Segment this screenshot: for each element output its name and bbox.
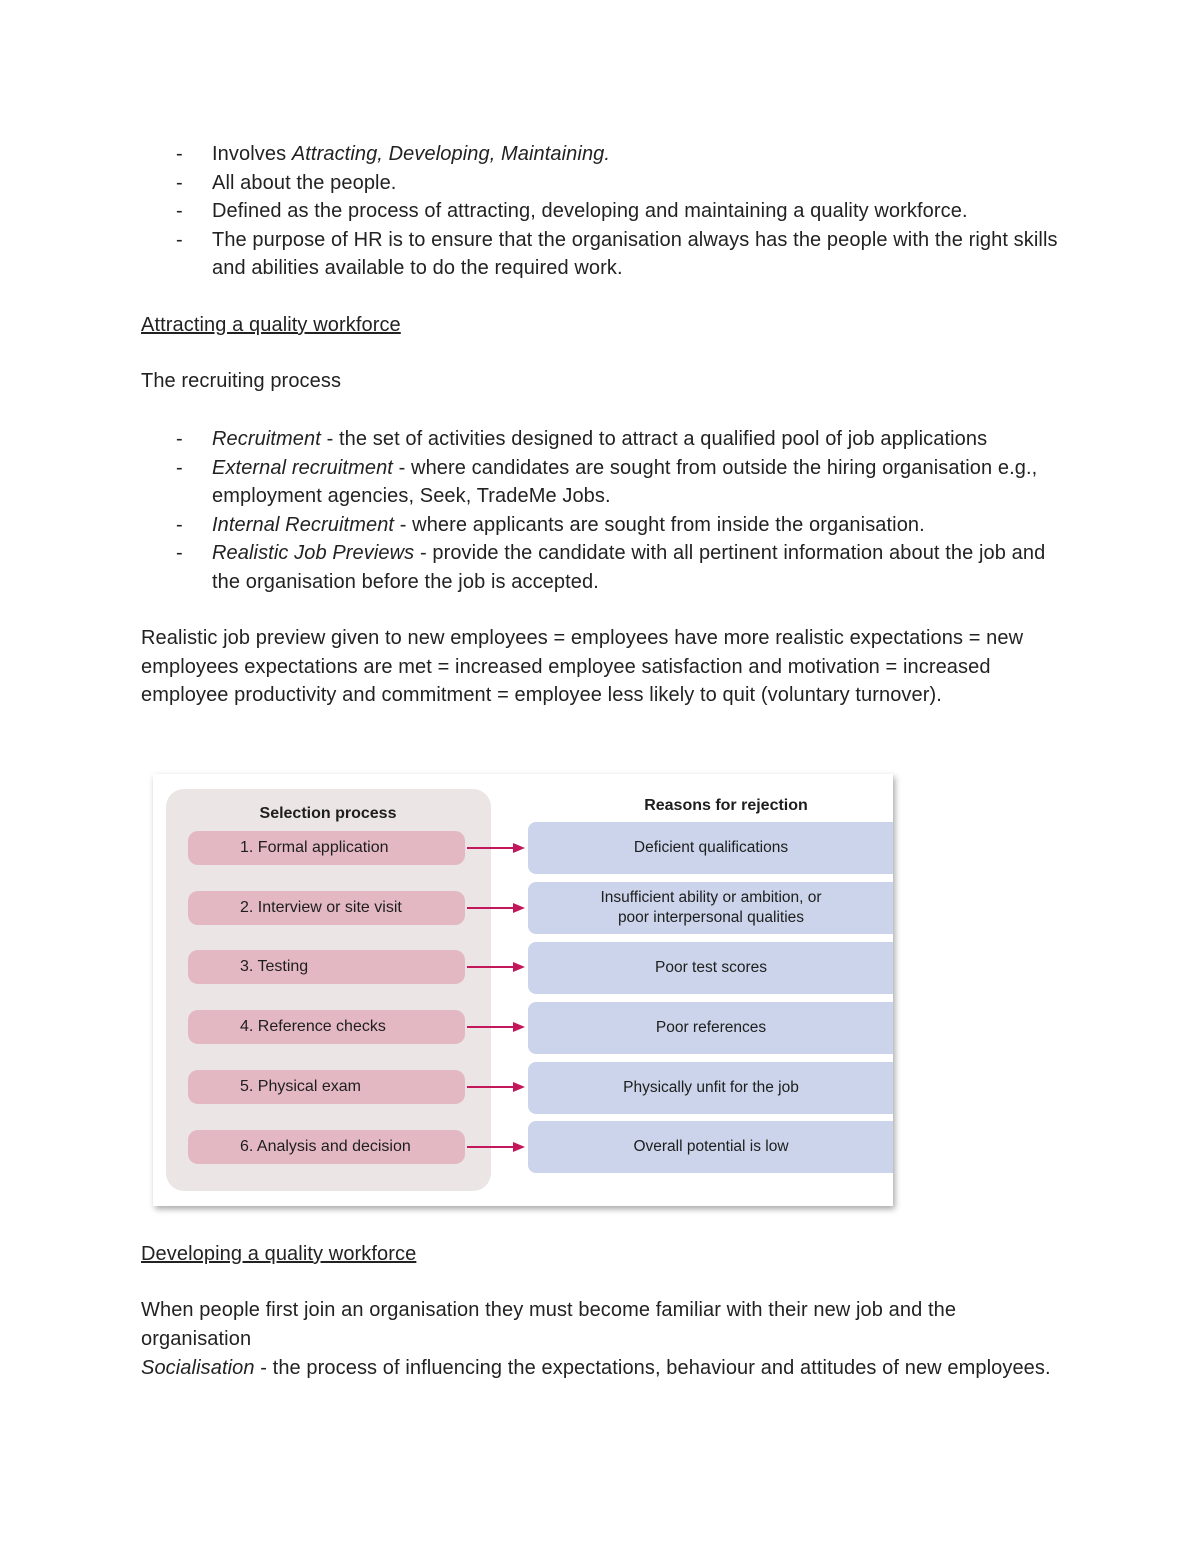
selection-process-diagram <box>153 774 893 1206</box>
reason-deficient-qualifications: Deficient qualifications <box>528 822 893 874</box>
list-item: - External recruitment - where candidates are sought from outside the hiring organisation e.g., employment agencies, Seek, TradeMe Jobs. <box>176 456 1038 507</box>
recruiting-bullet-list <box>141 425 1071 596</box>
developing-paragraph: When people first join an organisation they must become familiar with their new job and the organisation <box>141 1299 957 1350</box>
step-analysis-decision: 6. Analysis and decision <box>188 1130 465 1164</box>
list-item: - Realistic Job Previews - provide the candidate with all pertinent information about the job and the organisation before the job is accepted. <box>176 542 1046 593</box>
realistic-preview-paragraph: Realistic job preview given to new employees = employees have more realistic expectations = new employees expectations are met = increased employee satisfaction and motivation = increased employee productivity and commitment = employee less likely to quit (voluntary turnover). <box>141 627 1024 706</box>
arrow-icon <box>467 1021 525 1033</box>
list-item: - The purpose of HR is to ensure that the organisation always has the people with the right skills and abilities available to do the required work. <box>176 228 1058 279</box>
subheading-recruiting-process: The recruiting process <box>141 370 342 392</box>
reason-low-potential: Overall potential is low <box>528 1121 893 1173</box>
step-formal-application: 1. Formal application <box>188 831 465 865</box>
intro-bullet-list <box>141 140 1071 283</box>
reason-poor-test-scores: Poor test scores <box>528 942 893 994</box>
arrow-icon <box>467 1141 525 1153</box>
arrow-icon <box>467 1081 525 1093</box>
step-interview: 2. Interview or site visit <box>188 891 465 925</box>
arrow-icon <box>467 902 525 914</box>
list-item: - Recruitment - the set of activities designed to attract a qualified pool of job applications <box>176 428 988 450</box>
list-item: - Involves Attracting, Developing, Maintaining. <box>176 143 611 165</box>
reason-physically-unfit: Physically unfit for the job <box>528 1062 893 1114</box>
section-heading-developing: Developing a quality workforce <box>141 1243 417 1265</box>
step-reference-checks: 4. Reference checks <box>188 1010 465 1044</box>
arrow-icon <box>467 842 525 854</box>
step-testing: 3. Testing <box>188 950 465 984</box>
selection-process-title: Selection process <box>259 805 397 822</box>
list-item: - Defined as the process of attracting, developing and maintaining a quality workforce. <box>176 200 968 222</box>
section-heading-attracting: Attracting a quality workforce <box>141 314 401 336</box>
arrow-icon <box>467 961 525 973</box>
reason-insufficient-ability: Insufficient ability or ambition, or poor interpersonal qualities <box>528 882 893 934</box>
step-physical-exam: 5. Physical exam <box>188 1070 465 1104</box>
reasons-title: Reasons for rejection <box>644 797 808 814</box>
socialisation-definition: Socialisation - the process of influencing the expectations, behaviour and attitudes of new employees. <box>141 1357 1051 1379</box>
list-item: - All about the people. <box>176 171 397 194</box>
list-item: - Internal Recruitment - where applicants are sought from inside the organisation. <box>176 513 925 536</box>
reason-poor-references: Poor references <box>528 1002 893 1054</box>
